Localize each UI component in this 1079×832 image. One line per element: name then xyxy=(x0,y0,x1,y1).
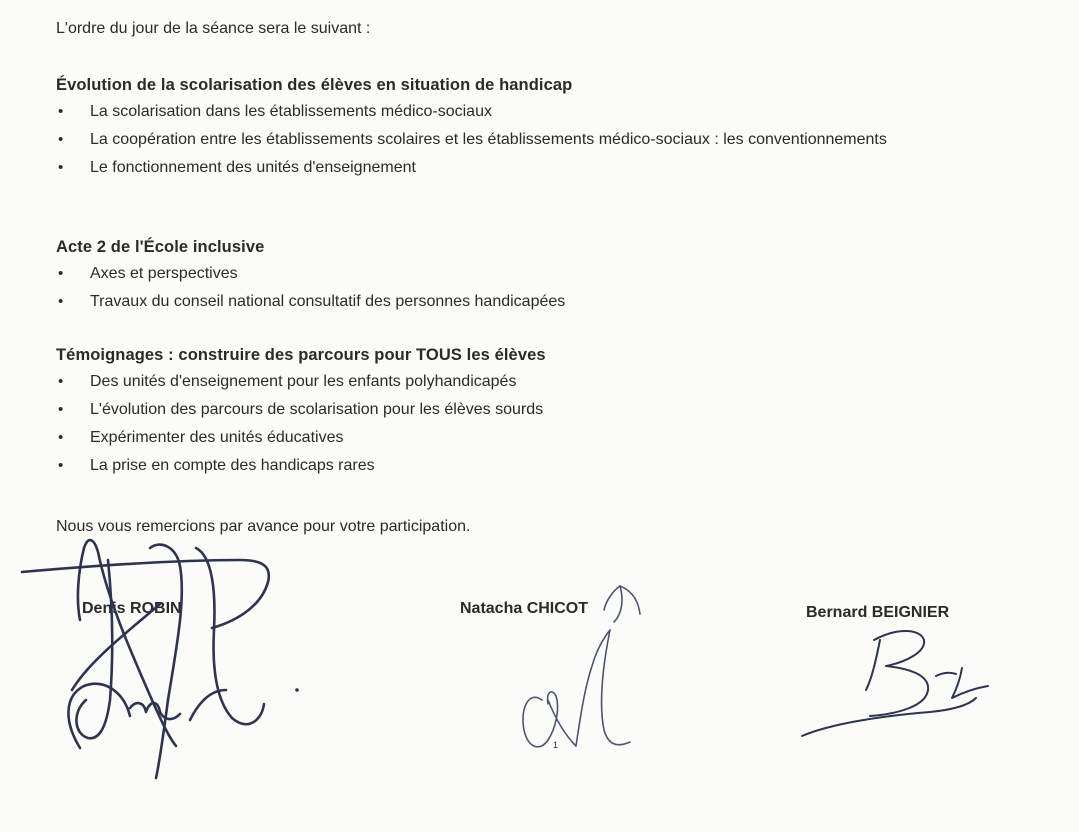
intro-text: L'ordre du jour de la séance sera le suivant : xyxy=(56,20,371,37)
bullet-icon: • xyxy=(58,373,64,390)
section-title: Évolution de la scolarisation des élèves en situation de handicap xyxy=(56,76,573,94)
bullet-icon: • xyxy=(58,429,64,446)
list-item-text: Axes et perspectives xyxy=(90,265,238,282)
page-number: 1 xyxy=(553,740,559,750)
section-title: Témoignages : construire des parcours pour TOUS les élèves xyxy=(56,346,546,364)
list-item-text: Des unités d'enseignement pour les enfants polyhandicapés xyxy=(90,373,517,390)
list-item-text: La coopération entre les établissements scolaires et les établissements médico-sociaux : les conventionnements xyxy=(90,131,887,148)
signatory-name-chicot: Natacha CHICOT xyxy=(460,600,589,617)
list-item-text: Travaux du conseil national consultatif des personnes handicapées xyxy=(90,293,566,310)
bullet-icon: • xyxy=(58,265,64,282)
list-item-text: La scolarisation dans les établissements médico-sociaux xyxy=(90,103,492,120)
signature-chicot xyxy=(523,586,640,747)
bullet-icon: • xyxy=(58,457,64,474)
signatory-name-robin: Denis ROBIN xyxy=(82,600,182,617)
bullet-icon: • xyxy=(58,103,64,120)
list-item-text: L'évolution des parcours de scolarisation pour les élèves sourds xyxy=(90,401,544,418)
signatory-name-beignier: Bernard BEIGNIER xyxy=(806,604,950,621)
bullet-icon: • xyxy=(58,293,64,310)
signature-dot xyxy=(295,688,299,692)
signature-robin xyxy=(22,540,269,778)
list-item-text: Le fonctionnement des unités d'enseignement xyxy=(90,159,416,176)
bullet-icon: • xyxy=(58,159,64,176)
list-item-text: Expérimenter des unités éducatives xyxy=(90,429,344,446)
closing-text: Nous vous remercions par avance pour votre participation. xyxy=(56,518,471,535)
bullet-icon: • xyxy=(58,401,64,418)
bullet-icon: • xyxy=(58,131,64,148)
section-title: Acte 2 de l'École inclusive xyxy=(56,238,265,256)
signature-beignier xyxy=(802,631,988,736)
list-item-text: La prise en compte des handicaps rares xyxy=(90,457,375,474)
